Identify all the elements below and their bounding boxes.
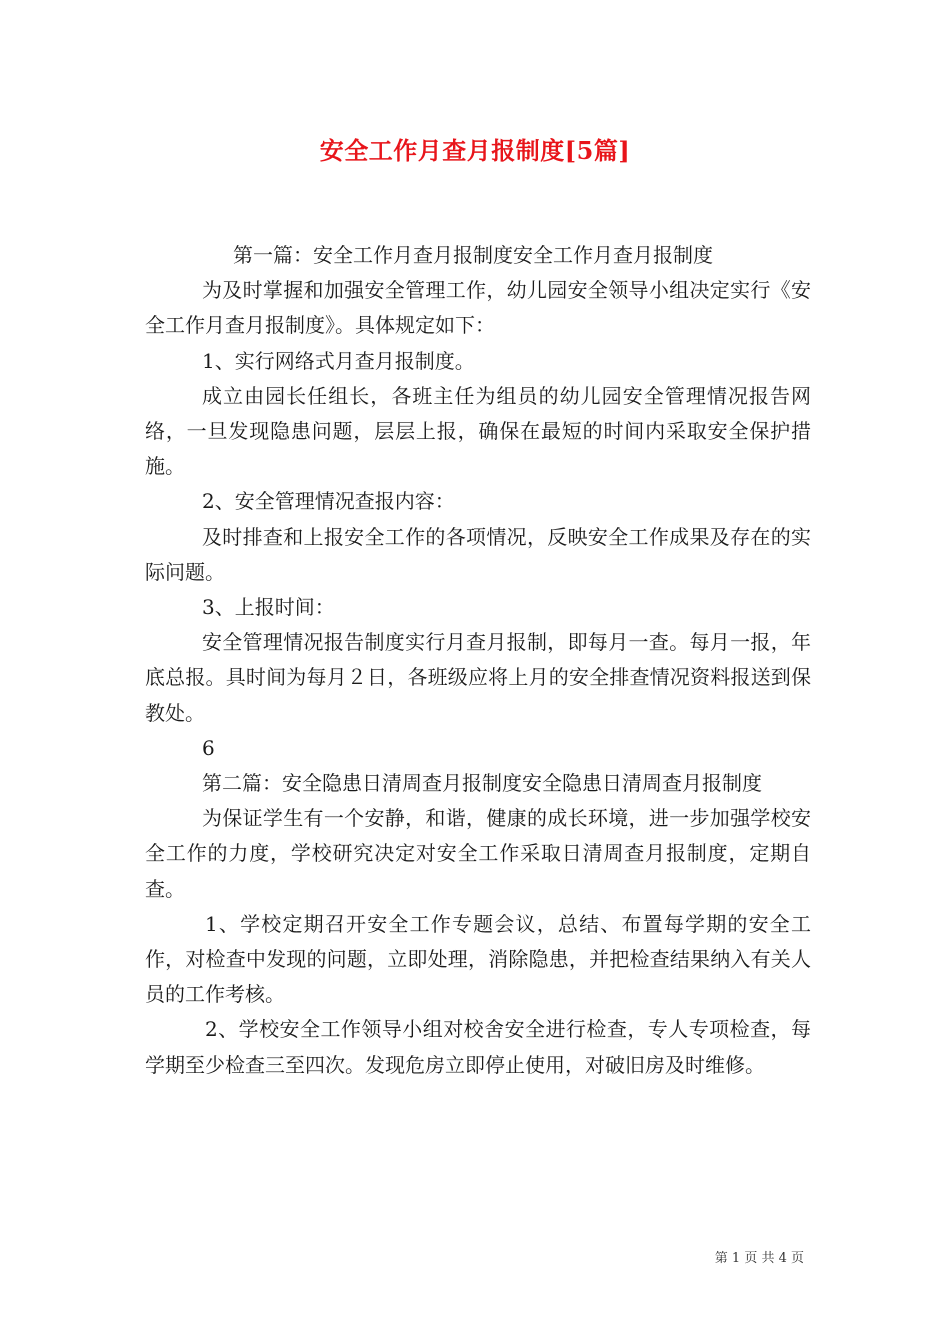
document-title: 安全工作月查月报制度[5篇]: [319, 136, 631, 165]
paragraph: 1、学校定期召开安全工作专题会议，总结、布置每学期的安全工作，对检查中发现的问题，立即处理，消除隐患，并把检查结果纳入有关人员的工作考核。: [145, 911, 811, 1007]
section-heading-2: 第二篇：安全隐患日清周查月报制度安全隐患日清周查月报制度: [202, 771, 762, 796]
paragraph: 2、学校安全工作领导小组对校舍安全进行检查，专人专项检查，每学期至少检查三至四次。发现危房立即停止使用，对破旧房及时维修。: [145, 1017, 811, 1077]
paragraph: 为及时掌握和加强安全管理工作，幼儿园安全领导小组决定实行《安全工作月查月报制度》。具体规定如下：: [145, 278, 811, 338]
paragraph: 6: [202, 735, 215, 760]
page-number: 第 1 页 共 4 页: [714, 1251, 804, 1266]
document-body: [145, 238, 811, 1083]
paragraph: 2、安全管理情况查报内容：: [202, 489, 455, 514]
paragraph: 成立由园长任组长，各班主任为组员的幼儿园安全管理情况报告网络，一旦发现隐患问题，层层上报，确保在最短的时间内采取安全保护措施。: [145, 383, 811, 479]
paragraph: 3、上报时间：: [202, 595, 335, 620]
paragraph: 为保证学生有一个安静，和谐，健康的成长环境，进一步加强学校安全工作的力度，学校研究决定对安全工作采取日清周查月报制度，定期自查。: [145, 806, 811, 901]
paragraph: 1、实行网络式月查月报制度。: [202, 348, 475, 373]
paragraph: 及时排查和上报安全工作的各项情况，反映安全工作成果及存在的实际问题。: [145, 524, 811, 584]
section-heading-1: 第一篇：安全工作月查月报制度安全工作月查月报制度: [233, 243, 713, 267]
paragraph: 安全管理情况报告制度实行月查月报制，即每月一查。每月一报，年底总报。具时间为每月２日，各班级应将上月的安全排查情况资料报送到保教处。: [145, 630, 811, 725]
